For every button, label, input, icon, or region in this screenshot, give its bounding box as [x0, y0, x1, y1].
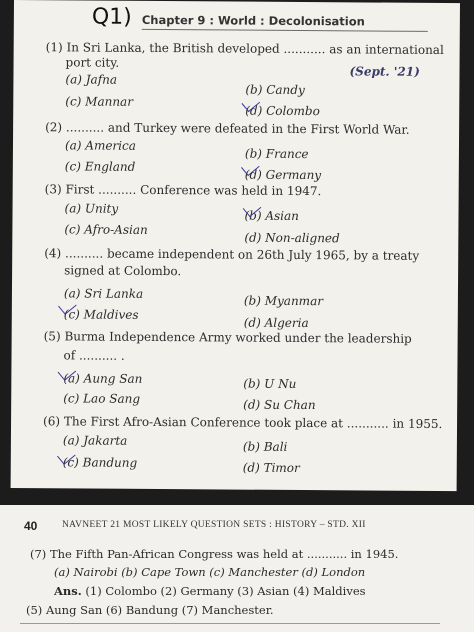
option-6b: (b) Bali	[242, 439, 288, 454]
sept-exam-tag: (Sept. '21)	[349, 64, 420, 79]
book-title: NAVNEET 21 MOST LIKELY QUESTION SETS : HISTORY – STD. XII	[62, 520, 366, 530]
page-number: 40	[24, 519, 38, 533]
option-6d: (d) Timor	[242, 460, 300, 476]
question-1-text: (1) In Sri Lanka, the British developed ........... as an international	[45, 40, 444, 58]
option-2a: (a) America	[64, 138, 136, 153]
question-5-text: (5) Burma Independence Army worked under the leadership	[43, 329, 412, 346]
chapter-underline	[142, 29, 428, 32]
option-1c: (c) Mannar	[65, 94, 134, 109]
textbook-page	[11, 0, 460, 491]
bottom-divider	[20, 623, 440, 624]
question-6-text: (6) The First Afro-Asian Conference took place at ........... in 1955.	[43, 414, 443, 432]
option-3b: (b) Asian	[244, 208, 299, 223]
question-3-text: (3) First .......... Conference was held in 1947.	[44, 182, 322, 199]
option-1d: (d) Colombo	[245, 103, 320, 119]
textbook-page-footer-section	[0, 505, 474, 632]
option-4c: (c) Maldives	[63, 307, 139, 322]
option-4b: (b) Myanmar	[243, 293, 324, 309]
question-7-options: (a) Nairobi (b) Cape Town (c) Manchester (d) London	[54, 565, 366, 579]
question-label: Q1)	[91, 4, 132, 30]
answers-label: Ans.	[54, 584, 82, 598]
option-2d: (d) Germany	[244, 167, 322, 183]
option-5d: (d) Su Chan	[243, 397, 316, 413]
question-1-text-cont: port city.	[65, 55, 120, 70]
option-5b: (b) U Nu	[243, 376, 297, 391]
answers-text-1: (1) Colombo (2) Germany (3) Asian (4) Maldives	[85, 584, 366, 598]
option-4d: (d) Algeria	[243, 315, 309, 331]
option-5a: (a) Aung San	[63, 371, 143, 386]
option-4a: (a) Sri Lanka	[63, 286, 144, 301]
question-5-text-cont: of .......... .	[63, 348, 125, 363]
chapter-title: Chapter 9 : World : Decolonisation	[141, 12, 365, 29]
option-1a: (a) Jafna	[65, 72, 118, 87]
question-7-text: (7) The Fifth Pan-African Congress was held at ........... in 1945.	[30, 547, 399, 561]
question-4-text: (4) .......... became independent on 26th July 1965, by a treaty	[44, 246, 420, 263]
question-2-text: (2) .......... and Turkey were defeated in the First World War.	[45, 120, 410, 137]
option-2b: (b) France	[244, 146, 309, 162]
option-3d: (d) Non-aligned	[244, 230, 340, 246]
option-2c: (c) England	[64, 159, 136, 174]
option-6a: (a) Jakarta	[62, 433, 128, 448]
option-6c: (c) Bandung	[62, 455, 138, 470]
option-3a: (a) Unity	[64, 201, 119, 216]
option-1b: (b) Candy	[245, 82, 305, 98]
answers-line-1	[54, 584, 366, 598]
answers-line-2: (5) Aung San (6) Bandung (7) Manchester.	[26, 603, 274, 617]
question-4-text-cont: signed at Colombo.	[64, 263, 182, 279]
option-5c: (c) Lao Sang	[63, 391, 141, 406]
option-3c: (c) Afro-Asian	[64, 222, 148, 237]
